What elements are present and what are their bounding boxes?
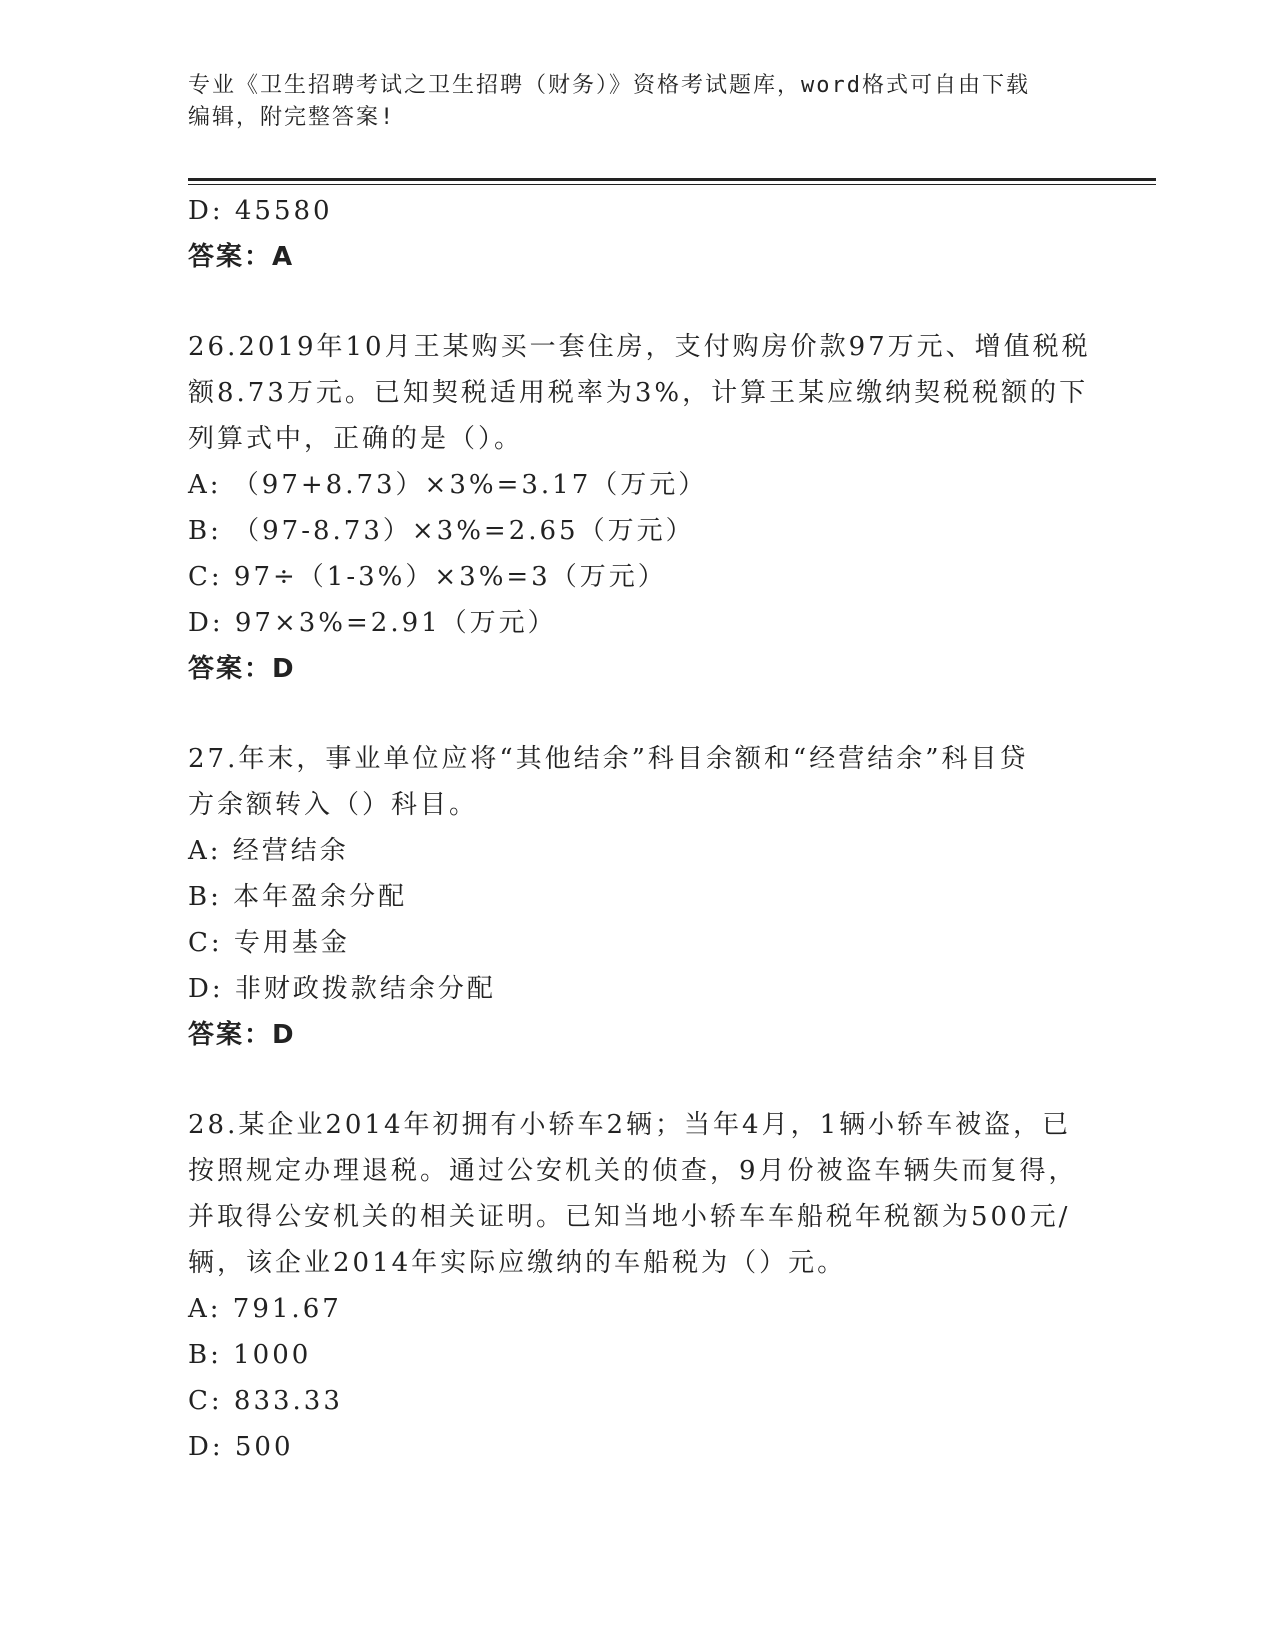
question-stem-line: 26.2019年10月王某购买一套住房，支付购房价款97万元、增值税税 — [188, 332, 1091, 362]
answer-line: 答案：D — [188, 1020, 296, 1050]
question-stem-line: 额8.73万元。已知契税适用税率为3%，计算王某应缴纳契税税额的下 — [188, 378, 1089, 408]
answer-line: 答案：D — [188, 654, 296, 684]
header-line-2: 编辑，附完整答案! — [188, 105, 396, 130]
question-stem-line: 27.年末，事业单位应将“其他结余”科目余额和“经营结余”科目贷 — [188, 744, 1029, 774]
option-a: A: 经营结余 — [188, 836, 349, 866]
option-b: B: （97-8.73）×3%=2.65（万元） — [188, 516, 695, 546]
question-stem-line: 按照规定办理退税。通过公安机关的侦查，9月份被盗车辆失而复得， — [188, 1156, 1078, 1186]
answer-line: 答案：A — [188, 242, 295, 272]
option-a: A: 791.67 — [188, 1294, 342, 1324]
option-d: D: 非财政拨款结余分配 — [188, 974, 496, 1004]
option-c: C: 97÷（1-3%）×3%=3（万元） — [188, 562, 667, 592]
question-stem-line: 辆，该企业2014年实际应缴纳的车船税为（）元。 — [188, 1248, 847, 1278]
option-d: D: 500 — [188, 1432, 294, 1462]
question-27 — [188, 736, 1088, 1058]
option-d: D: 97×3%=2.91（万元） — [188, 608, 557, 638]
question-stem-line: 并取得公安机关的相关证明。已知当地小轿车车船税年税额为500元/ — [188, 1202, 1071, 1232]
header-divider-thick — [188, 178, 1156, 181]
option-c: C: 833.33 — [188, 1386, 343, 1416]
option-c: C: 专用基金 — [188, 928, 350, 958]
header-divider-thin — [188, 184, 1156, 185]
question-content — [188, 188, 1091, 1470]
option-d: D: 45580 — [188, 196, 333, 226]
question-28 — [188, 1102, 1088, 1470]
question-stem-line: 方余额转入（）科目。 — [188, 790, 479, 820]
header-line-1: 专业《卫生招聘考试之卫生招聘（财务）》资格考试题库，word格式可自由下载 — [188, 73, 1030, 98]
page-header — [188, 70, 1088, 134]
question-26 — [188, 324, 1091, 692]
option-b: B: 本年盈余分配 — [188, 882, 408, 912]
question-stem-line: 列算式中，正确的是（）。 — [188, 424, 524, 454]
option-a: A: （97+8.73）×3%=3.17（万元） — [188, 470, 708, 500]
question-stem-line: 28.某企业2014年初拥有小轿车2辆；当年4月，1辆小轿车被盗，已 — [188, 1110, 1072, 1140]
option-b: B: 1000 — [188, 1340, 312, 1370]
